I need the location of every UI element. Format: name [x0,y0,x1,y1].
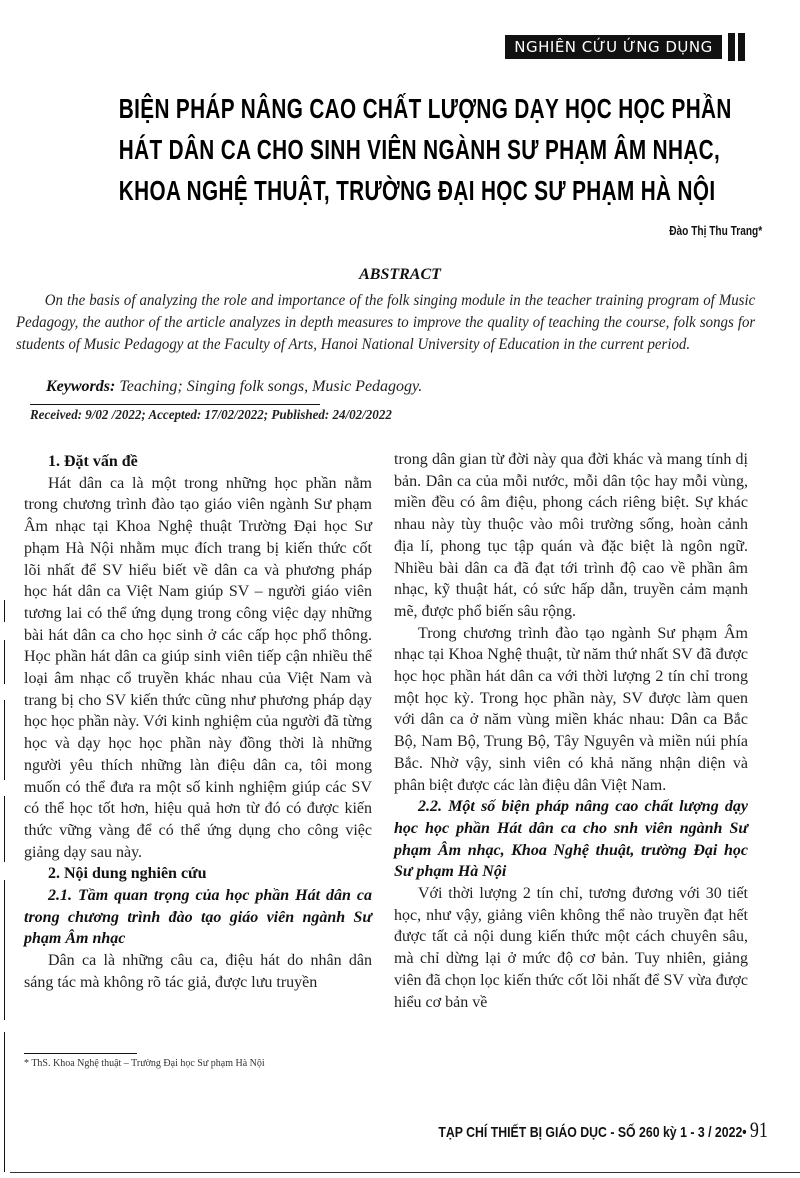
title-line: HÁT DÂN CA CHO SINH VIÊN NGÀNH SƯ PHẠM ÂM NHẠC, [118,134,721,165]
publication-dates: Received: 9/02 /2022; Accepted: 17/02/2022; Published: 24/02/2022 [30,408,392,423]
divider [30,404,320,405]
heading-intro: 1. Đặt vấn đề [48,453,138,470]
footnote-divider [24,1053,137,1054]
keywords-label: Keywords: [46,378,116,395]
abstract-text: On the basis of analyzing the role and importance of the folk singing module in the teacher training program of Music Pedagogy, the author of the article analyzes in depth measures to improve the quality of teaching the course, folk songs for students of Music Pedagogy at the Faculty of Arts, Hanoi National University of Education in the current period. [16,292,756,353]
subheading-2-1: 2.1. Tầm quan trọng của học phần Hát dân ca trong chương trình đào tạo giáo viên ngành Sư phạm Âm nhạc [24,887,372,948]
section-tag: NGHIÊN CỨU ỨNG DỤNG [505,35,722,59]
heading-content: 2. Nội dung nghiên cứu [48,865,207,883]
author-name: Đào Thị Thu Trang* [669,223,762,238]
margin-bar [4,880,5,1020]
body-column-right [394,449,748,1013]
title-line: BIỆN PHÁP NÂNG CAO CHẤT LƯỢNG DẠY HỌC HỌC PHẦN [118,93,732,124]
margin-bar [4,796,5,862]
keywords [46,378,422,396]
journal-footer [438,1117,768,1143]
footer-separator: • [742,1124,747,1141]
margin-bar [4,640,5,684]
page-number: 91 [749,1117,768,1142]
paragraph: Với thời lượng 2 tín chỉ, tương đương với 30 tiết học, như vậy, giảng viên không thể nào truyền đạt hết được tất cả nội dung kiến thức một cách chuyên sâu, mà chỉ dừng lại ở mức độ cơ bản. Tuy nhiên, giảng viên đã chọn lọc kiến thức cốt lõi nhất để SV vừa được hiểu cơ bản về [394,885,748,1011]
abstract-heading: ABSTRACT [359,266,441,283]
paragraph: Trong chương trình đào tạo ngành Sư phạm Âm nhạc tại Khoa Nghệ thuật, từ năm thứ nhất SV đã được học học phần hát dân ca với thời lượng 2 tín chỉ trong một học kỳ. Trong học phần này, SV được làm quen với dân ca ở năm vùng miền khác nhau: Dân ca Bắc Bộ, Nam Bộ, Trung Bộ, Tây Nguyên và miền núi phía Bắc. Nhờ vậy, sinh viên có khả năng nhận diện và phân biệt được các làn điệu dân Việt Nam. [394,624,748,794]
paragraph: trong dân gian từ đời này qua đời khác và mang tính dị bản. Dân ca của mỗi nước, mỗi dân tộc hay mỗi vùng, miền đều có âm điệu, phong cách riêng biệt. Sự khác nhau này tùy thuộc vào môi trường sống, hoàn cảnh địa lí, phong tục tập quán và đặc biệt là ngôn ngữ. Nhiều bài dân ca đã đạt tới trình độ cao về phần âm nhạc, kỹ thuật hát, có sức hấp dẫn, truyền cảm mạnh mẽ, được phổ biến sâu rộng. [394,451,748,620]
footnote: * ThS. Khoa Nghệ thuật – Trường Đại học Sư phạm Hà Nội [24,1058,265,1069]
journal-name: TẠP CHÍ THIẾT BỊ GIÁO DỤC - SỐ 260 kỳ 1 - 3 / 2022 [438,1124,743,1141]
keywords-text: Teaching; Singing folk songs, Music Pedagogy. [115,378,423,395]
article-title [118,88,732,211]
tag-decoration-bar [728,33,735,61]
body-column-left [24,451,372,994]
title-line: KHOA NGHỆ THUẬT, TRƯỜNG ĐẠI HỌC SƯ PHẠM HÀ NỘI [118,175,716,206]
margin-bar [4,700,5,780]
paragraph: Hát dân ca là một trong những học phần nằm trong chương trình đào tạo giáo viên ngành Sư phạm Âm nhạc tại Khoa Nghệ thuật Trường Đại học Sư phạm Hà Nội nhằm mục đích trang bị kiến thức cốt lõi nhất để SV hiểu biết về dân ca và phương pháp học hát dân ca Việt Nam giúp SV – người giáo viên tương lai có thể ứng dụng trong công việc dạy những bài hát dân ca cho học sinh ở các cấp học phổ thông. Học phần hát dân ca giúp sinh viên tiếp cận nhiều thể loại âm nhạc cổ truyền khác nhau của Việt Nam và trang bị cho SV kiến thức cũng như phương pháp dạy học học phần này. Với kinh nghiệm của người đã từng học và dạy học học phần này đồng thời là những người yêu thích những làn điệu dân ca, tôi mong muốn có thể đưa ra một số kinh nghiệm giúp các SV có thể học tốt hơn, hiệu quả hơn từ đó có được kiến thức vững vàng để có thể ứng dụng cho công việc giảng dạy sau này. [24,474,372,861]
tag-decoration-bar [738,33,745,61]
subheading-2-2: 2.2. Một số biện pháp nâng cao chất lượng dạy học học phần Hát dân ca cho snh viên ngành Sư phạm Âm nhạc, Khoa Nghệ thuật, trường Đại học Sư phạm Hà Nội [394,798,748,881]
paragraph: Dân ca là những câu ca, điệu hát do nhân dân sáng tác mà không rõ tác giả, được lưu truyền [24,952,372,991]
margin-bar [4,1032,5,1172]
bottom-rule [10,1172,800,1173]
margin-bar [4,600,5,622]
